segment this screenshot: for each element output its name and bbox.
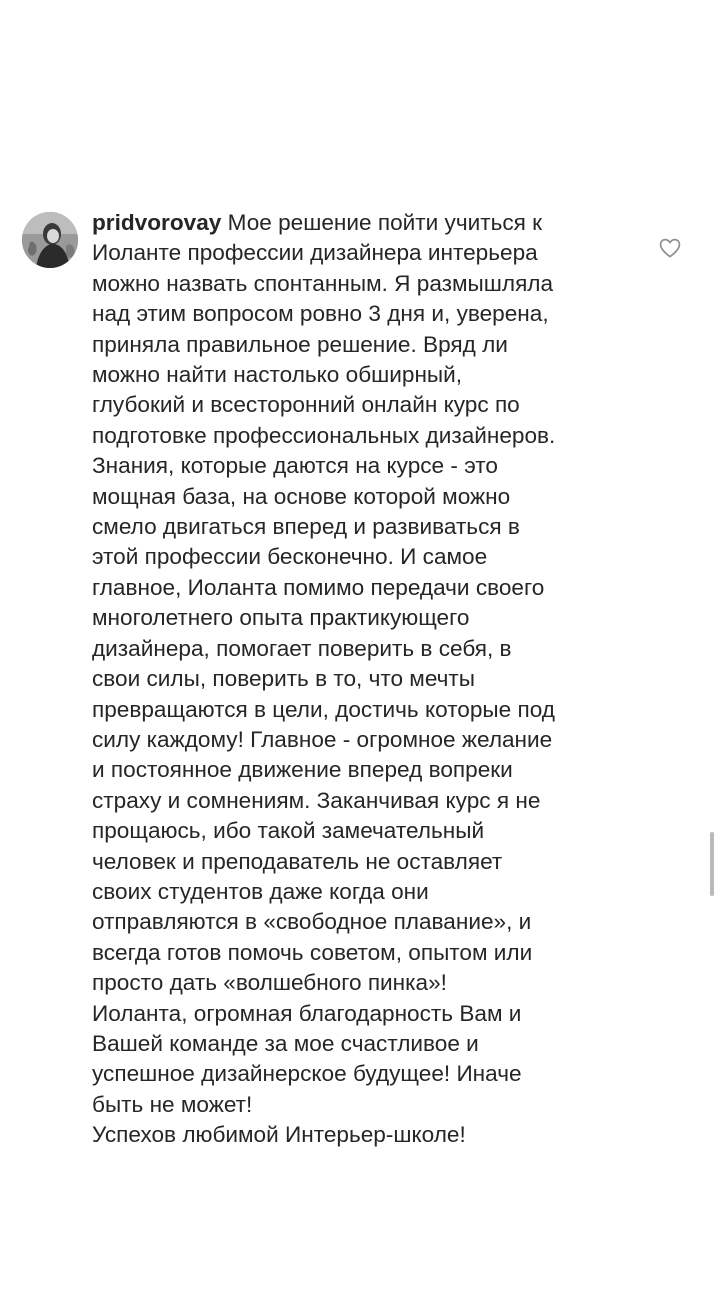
avatar[interactable] [22, 212, 78, 268]
comment-text: Мое решение пойти учиться к Иоланте профессии дизайнера интерьера можно назвать спонтанным. Я размышляла над этим вопросом ровно 3 дня и, уверена, приняла правильное решение. Вряд ли можно найти настолько обширный, глубокий и всесторонний онлайн курс по подготовке профессиональных дизайнеров. Знания, которые даются на курсе - это мощная база, на основе которой можно смело двигаться вперед и развиваться в этой профессии бесконечно. И самое главное, Иоланта помимо передачи своего многолетнего опыта практикующего дизайнера, помогает поверить в себя, в свои силы, поверить в то, что мечты превращаются в цели, достичь которые под силу каждому! Главное - огромное желание и постоянное движение вперед вопреки страху и сомнениям. Заканчивая курс я не прощаюсь, ибо такой замечательный человек и преподаватель не оставляет своих студентов даже когда они отправляются в «свободное плавание», и всегда готов помочь советом, опытом или просто дать «волшебного пинка»! Иоланта, огромная благодарность Вам и Вашей команде за мое счастливое и успешное дизайнерское будущее! Иначе быть не может! Успехов любимой Интерьер-школе! [92, 210, 556, 1148]
like-button[interactable] [658, 236, 682, 260]
comment-username[interactable]: pridvorovay [92, 210, 222, 235]
user-avatar-photo [22, 212, 78, 268]
comment-text-block [92, 208, 652, 1151]
scrollbar[interactable] [710, 832, 714, 896]
heart-outline-icon [658, 236, 682, 260]
